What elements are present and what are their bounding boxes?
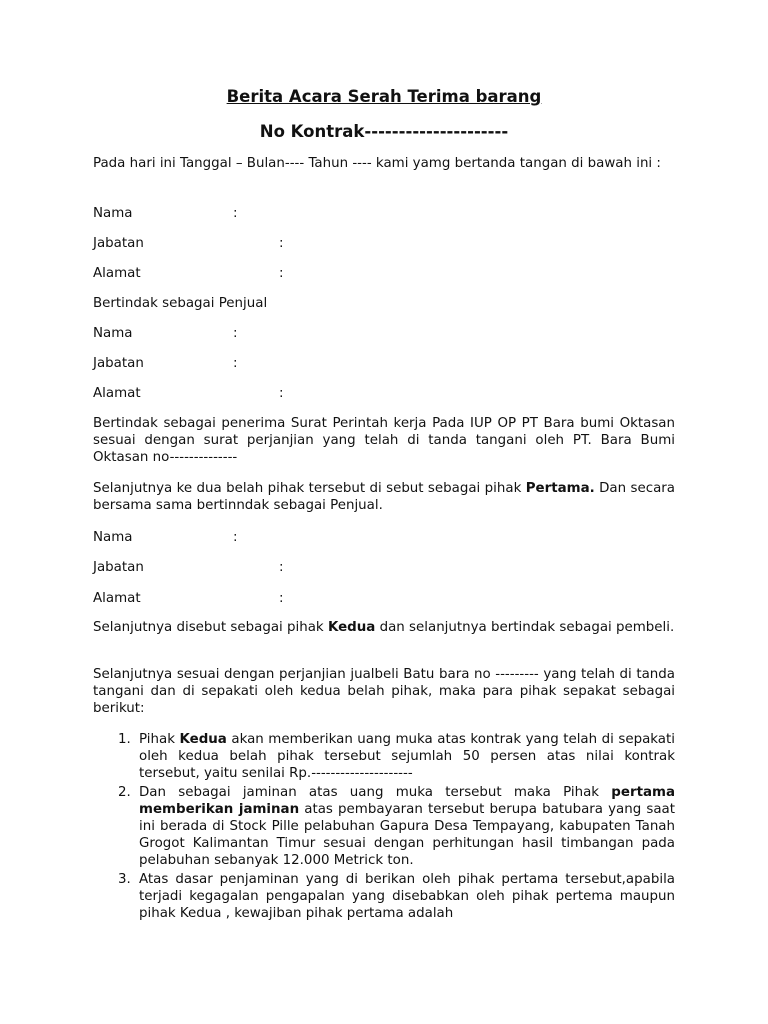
document-title: Berita Acara Serah Terima barang bbox=[226, 87, 542, 106]
bold-term: pertama memberikan jaminan bbox=[139, 785, 675, 817]
field-label: Jabatan bbox=[93, 236, 144, 251]
text-run: Dan sebagai jaminan atas uang muka tersebut maka Pihak bbox=[139, 785, 612, 800]
list-number: 1. bbox=[118, 732, 131, 747]
party1-name-field bbox=[93, 205, 675, 222]
party1-address-field bbox=[93, 265, 675, 282]
party3-name-field bbox=[93, 529, 675, 546]
list-number: 3. bbox=[118, 872, 131, 887]
field-colon: : bbox=[233, 530, 238, 545]
field-label: Nama bbox=[93, 326, 133, 341]
intro-paragraph: Pada hari ini Tanggal – Bulan---- Tahun ---- kami yamg bertanda tangan di bawah ini : bbox=[93, 156, 661, 171]
field-label: Alamat bbox=[93, 591, 141, 606]
text-run: akan memberikan uang muka atas kontrak yang telah di sepakati oleh kedua belah pihak tersebut sejumlah 50 persen atas nilai kontrak tersebut, yaitu senilai Rp.--------------------- bbox=[139, 732, 675, 781]
list-item bbox=[93, 731, 675, 782]
party2-position-field bbox=[93, 355, 675, 372]
field-label: Jabatan bbox=[93, 356, 144, 371]
bold-term: Pertama. bbox=[525, 481, 595, 496]
field-colon: : bbox=[279, 591, 284, 606]
field-label: Alamat bbox=[93, 386, 141, 401]
bold-term: Kedua bbox=[327, 620, 376, 635]
field-colon: : bbox=[233, 356, 238, 371]
text-run: dan selanjutnya bertindak sebagai pembeli. bbox=[375, 620, 675, 635]
field-label: Nama bbox=[93, 530, 133, 545]
text-run: Dan secara bersama sama bertinndak sebagai Penjual. bbox=[93, 481, 675, 513]
text-run: Atas dasar penjaminan yang di berikan oleh pihak pertama tersebut,apabila terjadi kegagalan pengapalan yang disebabkan oleh pihak pertema maupun pihak Kedua , kewajiban pihak pertama adalah bbox=[139, 872, 675, 921]
text-run: atas pembayaran tersebut berupa batubara yang saat ini berada di Stock Pille pelabuhan Gapura Desa Tempayang, kabupaten Tanah Grogot Kalimantan Timur sesuai dengan perhitungan hasil timbangan pada pelabuhan sebanyak 12.000 Metrick ton. bbox=[139, 802, 675, 868]
field-colon: : bbox=[233, 206, 238, 221]
list-item bbox=[93, 871, 675, 922]
list-item bbox=[93, 784, 675, 869]
field-colon: : bbox=[279, 386, 284, 401]
terms-list bbox=[93, 731, 675, 924]
party2-address-field bbox=[93, 385, 675, 402]
party2-name-field bbox=[93, 325, 675, 342]
text-run: Selanjutnya ke dua belah pihak tersebut di sebut sebagai pihak bbox=[93, 481, 526, 496]
party3-address-field bbox=[93, 590, 675, 607]
field-label: Jabatan bbox=[93, 560, 144, 575]
first-party-paragraph bbox=[93, 480, 675, 514]
bold-term: Kedua bbox=[179, 732, 227, 747]
agreement-paragraph: Selanjutnya sesuai dengan perjanjian jualbeli Batu bara no --------- yang telah di tanda tangani dan di sepakati oleh kedua belah pihak, maka para pihak sepakat sebagai berikut: bbox=[93, 667, 675, 716]
second-party-paragraph bbox=[93, 619, 675, 636]
recipient-paragraph: Bertindak sebagai penerima Surat Perintah kerja Pada IUP OP PT Bara bumi Oktasan sesuai dengan surat perjanjian yang telah di tanda tangani oleh PT. Bara Bumi Oktasan no-------------- bbox=[93, 416, 675, 465]
text-run: Pihak bbox=[139, 732, 180, 747]
field-label: Alamat bbox=[93, 266, 141, 281]
field-colon: : bbox=[279, 266, 284, 281]
contract-number: No Kontrak--------------------- bbox=[259, 122, 509, 141]
list-number: 2. bbox=[118, 785, 131, 800]
party3-position-field bbox=[93, 559, 675, 576]
field-colon: : bbox=[279, 236, 284, 251]
field-label: Nama bbox=[93, 206, 133, 221]
acting-seller-line: Bertindak sebagai Penjual bbox=[93, 296, 268, 311]
field-colon: : bbox=[279, 560, 284, 575]
party1-position-field bbox=[93, 235, 675, 252]
field-colon: : bbox=[233, 326, 238, 341]
text-run: Selanjutnya disebut sebagai pihak bbox=[93, 620, 328, 635]
